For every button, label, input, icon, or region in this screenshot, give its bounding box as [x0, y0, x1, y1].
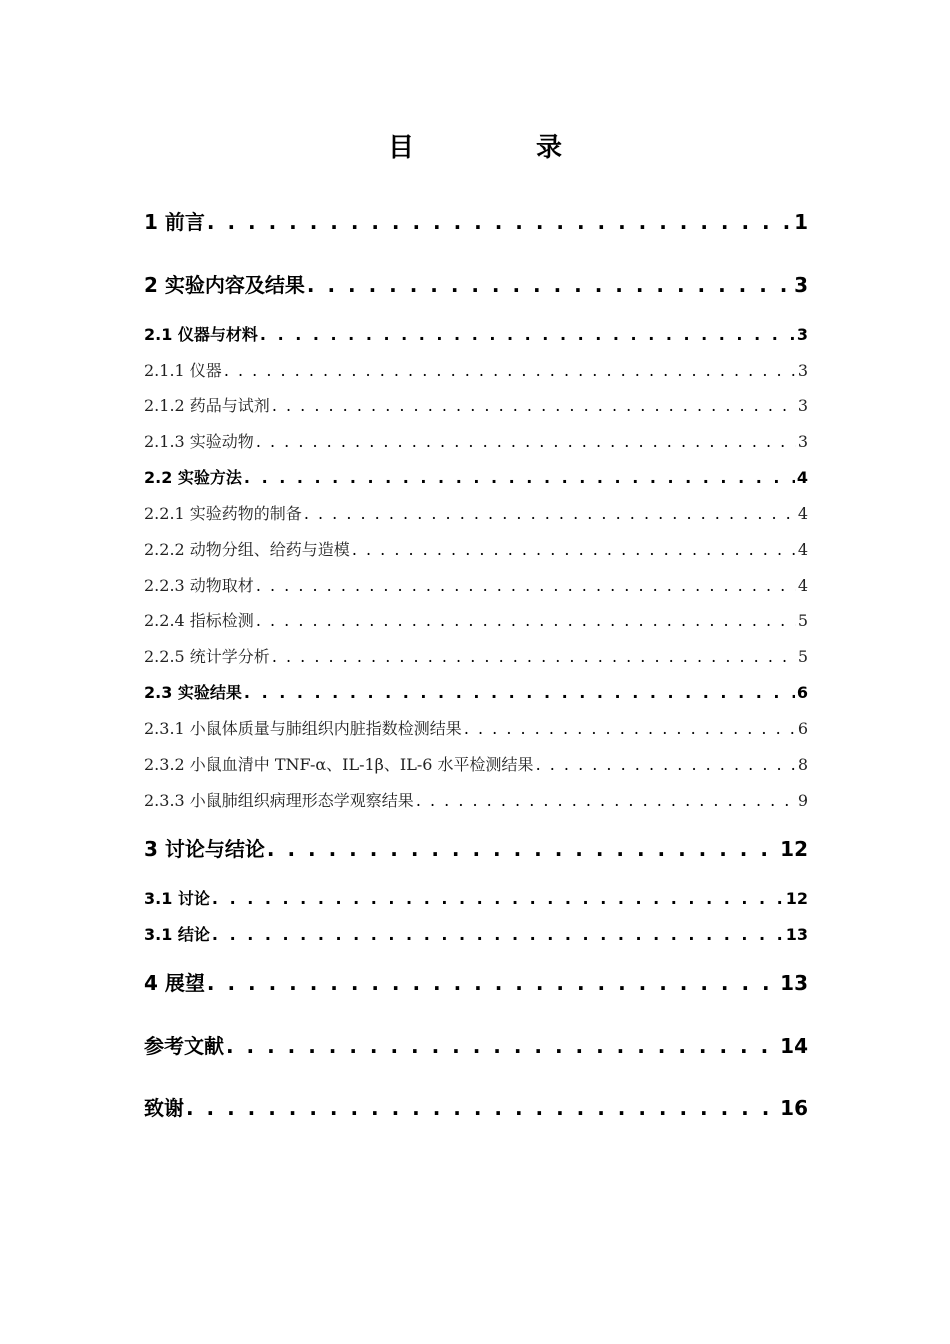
toc-entry-acknowledgements[interactable] [144, 1094, 808, 1122]
dot-leader [226, 1032, 778, 1060]
toc-entry-label: 致谢 [144, 1096, 184, 1120]
toc-entry-page: 4 [797, 540, 808, 559]
toc-entry-label: 2.2.1 实验药物的制备 [144, 504, 302, 523]
toc-entry-page: 13 [785, 925, 808, 944]
toc-entry-page: 13 [780, 971, 808, 995]
toc-entry-page: 9 [797, 791, 808, 810]
dot-leader [186, 1094, 778, 1122]
toc-entry-chapter-2[interactable] [144, 271, 808, 299]
toc-entry-page: 4 [797, 576, 808, 595]
toc-entry-page: 3 [796, 325, 808, 344]
dot-leader [260, 323, 795, 347]
toc-entry-page: 5 [797, 611, 808, 630]
toc-entry-label: 2.1.1 仪器 [144, 361, 222, 380]
toc-entry-page: 16 [780, 1096, 808, 1120]
dot-leader [212, 923, 784, 947]
dot-leader [304, 502, 796, 526]
toc-entry-2-3-1[interactable] [144, 717, 808, 741]
toc-entry-3-1-discussion[interactable] [144, 887, 808, 911]
toc-entry-page: 3 [797, 432, 808, 451]
toc-entry-2-2-5[interactable] [144, 645, 808, 669]
dot-leader [256, 574, 796, 598]
toc-entry-label: 2.1.2 药品与试剂 [144, 396, 270, 415]
toc-entry-label: 参考文献 [144, 1034, 224, 1058]
dot-leader [212, 887, 784, 911]
toc-entry-page: 8 [797, 755, 808, 774]
dot-leader [352, 538, 796, 562]
toc-entry-label: 2.3.3 小鼠肺组织病理形态学观察结果 [144, 791, 414, 810]
dot-leader [244, 681, 795, 705]
toc-entry-label: 1 前言 [144, 210, 205, 234]
dot-leader [416, 789, 796, 813]
page-title: 目 录 [387, 133, 610, 163]
toc-entry-chapter-4[interactable] [144, 969, 808, 997]
toc-entry-label: 2.2.5 统计学分析 [144, 647, 270, 666]
toc-entry-page: 6 [796, 683, 808, 702]
toc-entry-label: 2.1 仪器与材料 [144, 325, 258, 344]
dot-leader [244, 466, 795, 490]
toc-entry-page: 3 [797, 396, 808, 415]
toc-entry-label: 2.3 实验结果 [144, 683, 242, 702]
toc-entry-label: 2 实验内容及结果 [144, 273, 305, 297]
toc-entry-2-2[interactable] [144, 466, 808, 490]
dot-leader [256, 430, 796, 454]
toc-entry-label: 2.1.3 实验动物 [144, 432, 254, 451]
toc-entry-2-1-1[interactable] [144, 359, 808, 383]
dot-leader [464, 717, 796, 741]
toc-entry-page: 6 [797, 719, 808, 738]
toc-entry-label: 2.2.4 指标检测 [144, 611, 254, 630]
toc-entry-2-3-2[interactable] [144, 753, 808, 777]
dot-leader [536, 753, 796, 777]
toc-entry-page: 14 [780, 1034, 808, 1058]
toc-entry-page: 1 [794, 210, 808, 234]
toc-entry-label: 2.2 实验方法 [144, 468, 242, 487]
dot-leader [256, 609, 796, 633]
toc-entry-chapter-3[interactable] [144, 835, 808, 863]
toc-entry-2-1-2[interactable] [144, 394, 808, 418]
toc-entry-2-1-3[interactable] [144, 430, 808, 454]
toc-entry-page: 3 [794, 273, 808, 297]
toc-entry-page: 3 [797, 361, 808, 380]
toc-entry-2-1[interactable] [144, 323, 808, 347]
toc-entry-2-3[interactable] [144, 681, 808, 705]
dot-leader [224, 359, 796, 383]
dot-leader [272, 394, 796, 418]
dot-leader [307, 271, 792, 299]
toc-entry-3-1-conclusion[interactable] [144, 923, 808, 947]
toc-entry-label: 2.3.2 小鼠血清中 TNF-α、IL-1β、IL-6 水平检测结果 [144, 755, 534, 774]
toc-entry-label: 3.1 讨论 [144, 889, 210, 908]
toc-entry-page: 12 [785, 889, 808, 908]
toc-entry-page: 4 [797, 504, 808, 523]
toc-entry-page: 12 [780, 837, 808, 861]
toc-entry-page: 5 [797, 647, 808, 666]
toc-entry-2-2-1[interactable] [144, 502, 808, 526]
dot-leader [272, 645, 796, 669]
dot-leader [207, 208, 792, 236]
toc-entry-label: 2.2.3 动物取材 [144, 576, 254, 595]
toc-entry-2-2-4[interactable] [144, 609, 808, 633]
toc-entry-label: 3 讨论与结论 [144, 837, 265, 861]
dot-leader [207, 969, 778, 997]
toc-entry-label: 2.2.2 动物分组、给药与造模 [144, 540, 350, 559]
toc-entry-label: 2.3.1 小鼠体质量与肺组织内脏指数检测结果 [144, 719, 462, 738]
toc-entry-label: 4 展望 [144, 971, 205, 995]
toc-entry-2-2-2[interactable] [144, 538, 808, 562]
toc-entry-label: 3.1 结论 [144, 925, 210, 944]
toc-entry-2-3-3[interactable] [144, 789, 808, 813]
dot-leader [267, 835, 778, 863]
toc-entry-2-2-3[interactable] [144, 574, 808, 598]
toc-entry-references[interactable] [144, 1032, 808, 1060]
toc-entry-page: 4 [796, 468, 808, 487]
toc-entry-preface[interactable] [144, 208, 808, 236]
